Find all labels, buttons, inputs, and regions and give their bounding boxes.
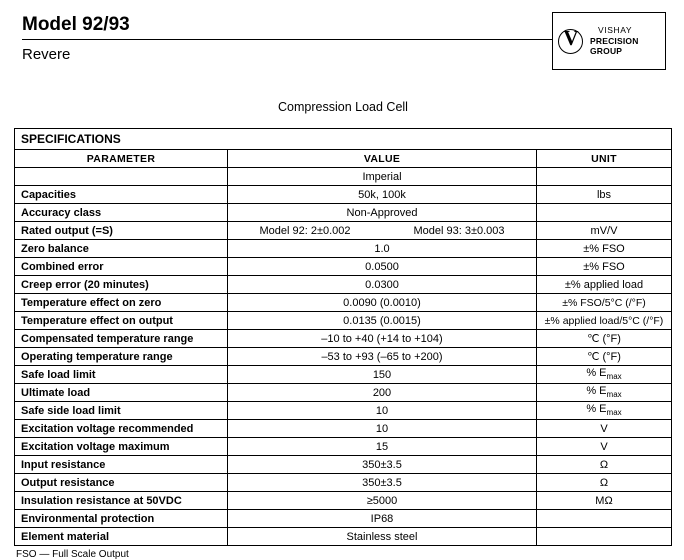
row-parameter: Accuracy class — [15, 204, 228, 222]
row-unit: ℃ (°F) — [537, 330, 672, 348]
row-parameter: Excitation voltage recommended — [15, 420, 228, 438]
row-unit — [537, 528, 672, 546]
row-unit: Ω — [537, 456, 672, 474]
column-header-parameter: PARAMETER — [15, 150, 228, 168]
row-value: 15 — [228, 438, 537, 456]
row-parameter: Safe load limit — [15, 366, 228, 384]
logo-letter: V — [563, 26, 579, 50]
row-parameter: Insulation resistance at 50VDC — [15, 492, 228, 510]
table-row — [15, 438, 672, 456]
logo-line-group: GROUP — [590, 46, 623, 57]
row-unit: ℃ (°F) — [537, 348, 672, 366]
page-header — [14, 10, 672, 84]
row-value: –53 to +93 (–65 to +200) — [228, 348, 537, 366]
table-row — [15, 402, 672, 420]
row-value: 1.0 — [228, 240, 537, 258]
cell-empty-parameter — [15, 168, 228, 186]
row-parameter: Temperature effect on output — [15, 312, 228, 330]
table-row — [15, 384, 672, 402]
row-value: 0.0090 (0.0010) — [228, 294, 537, 312]
row-value-split — [228, 222, 537, 240]
row-value-model92: Model 92: 2±0.002 — [259, 224, 351, 237]
row-value: 150 — [228, 366, 537, 384]
table-row — [15, 204, 672, 222]
row-value: 350±3.5 — [228, 456, 537, 474]
table-row — [15, 348, 672, 366]
specifications-section-title: SPECIFICATIONS — [14, 128, 672, 149]
logo-line-vishay: VISHAY — [598, 25, 633, 36]
table-row — [15, 528, 672, 546]
cell-empty-unit — [537, 168, 672, 186]
vishay-precision-group-logo — [552, 12, 666, 70]
cell-unit-system: Imperial — [228, 168, 537, 186]
row-unit — [537, 384, 672, 402]
row-value: Non-Approved — [228, 204, 537, 222]
row-value: 0.0135 (0.0015) — [228, 312, 537, 330]
row-value: IP68 — [228, 510, 537, 528]
row-value: ≥5000 — [228, 492, 537, 510]
column-header-unit: UNIT — [537, 150, 672, 168]
row-unit — [537, 402, 672, 420]
row-value: 200 — [228, 384, 537, 402]
row-value: 0.0300 — [228, 276, 537, 294]
table-row — [15, 276, 672, 294]
title-divider — [22, 39, 552, 40]
document-subtitle: Compression Load Cell — [278, 100, 408, 114]
row-value: 10 — [228, 420, 537, 438]
row-parameter: Combined error — [15, 258, 228, 276]
title-block — [22, 14, 542, 64]
logo-line-precision: PRECISION — [590, 35, 639, 46]
row-unit: MΩ — [537, 492, 672, 510]
table-header-row — [15, 150, 672, 168]
row-parameter: Rated output (=S) — [15, 222, 228, 240]
vishay-v-circle-icon — [556, 24, 586, 58]
row-unit: ±% applied load/5°C (/°F) — [537, 312, 672, 330]
row-value: 0.0500 — [228, 258, 537, 276]
page-title: Model 92/93 — [22, 14, 130, 35]
row-unit: ±% FSO — [537, 258, 672, 276]
row-unit-subscript: max — [606, 408, 622, 418]
table-row — [15, 294, 672, 312]
row-value: 50k, 100k — [228, 186, 537, 204]
row-unit: mV/V — [537, 222, 672, 240]
row-unit-text: % E — [586, 367, 607, 380]
row-unit-subscript: max — [606, 372, 622, 382]
row-parameter: Environmental protection — [15, 510, 228, 528]
row-unit: lbs — [537, 186, 672, 204]
row-unit: ±% FSO — [537, 240, 672, 258]
table-row — [15, 240, 672, 258]
row-value: 350±3.5 — [228, 474, 537, 492]
specifications-table — [14, 149, 672, 546]
row-unit-text: % E — [586, 385, 607, 398]
table-row — [15, 492, 672, 510]
row-parameter: Safe side load limit — [15, 402, 228, 420]
row-unit-text: % E — [586, 403, 607, 416]
table-row-unit-system — [15, 168, 672, 186]
table-row — [15, 510, 672, 528]
row-parameter: Creep error (20 minutes) — [15, 276, 228, 294]
row-unit — [537, 366, 672, 384]
brand-name: Revere — [22, 46, 71, 63]
row-unit: ±% FSO/5°C (/°F) — [537, 294, 672, 312]
row-unit: V — [537, 420, 672, 438]
table-row — [15, 456, 672, 474]
table-row — [15, 258, 672, 276]
row-parameter: Element material — [15, 528, 228, 546]
row-parameter: Operating temperature range — [15, 348, 228, 366]
table-row — [15, 366, 672, 384]
row-value: 10 — [228, 402, 537, 420]
logo-wordmark — [590, 25, 639, 57]
table-footnote: FSO — Full Scale Output — [16, 549, 129, 560]
row-value-model93: Model 93: 3±0.003 — [413, 224, 505, 237]
row-parameter: Input resistance — [15, 456, 228, 474]
row-unit — [537, 510, 672, 528]
row-unit — [537, 204, 672, 222]
column-header-value: VALUE — [228, 150, 537, 168]
table-row — [15, 474, 672, 492]
row-parameter: Ultimate load — [15, 384, 228, 402]
row-parameter: Output resistance — [15, 474, 228, 492]
table-row — [15, 186, 672, 204]
row-value: –10 to +40 (+14 to +104) — [228, 330, 537, 348]
row-value: Stainless steel — [228, 528, 537, 546]
row-parameter: Capacities — [15, 186, 228, 204]
table-row — [15, 330, 672, 348]
row-unit: ±% applied load — [537, 276, 672, 294]
table-row — [15, 222, 672, 240]
row-parameter: Temperature effect on zero — [15, 294, 228, 312]
row-unit-subscript: max — [606, 390, 622, 400]
row-parameter: Compensated temperature range — [15, 330, 228, 348]
table-row — [15, 420, 672, 438]
row-parameter: Zero balance — [15, 240, 228, 258]
row-parameter: Excitation voltage maximum — [15, 438, 228, 456]
table-row — [15, 312, 672, 330]
row-unit: Ω — [537, 474, 672, 492]
row-unit: V — [537, 438, 672, 456]
